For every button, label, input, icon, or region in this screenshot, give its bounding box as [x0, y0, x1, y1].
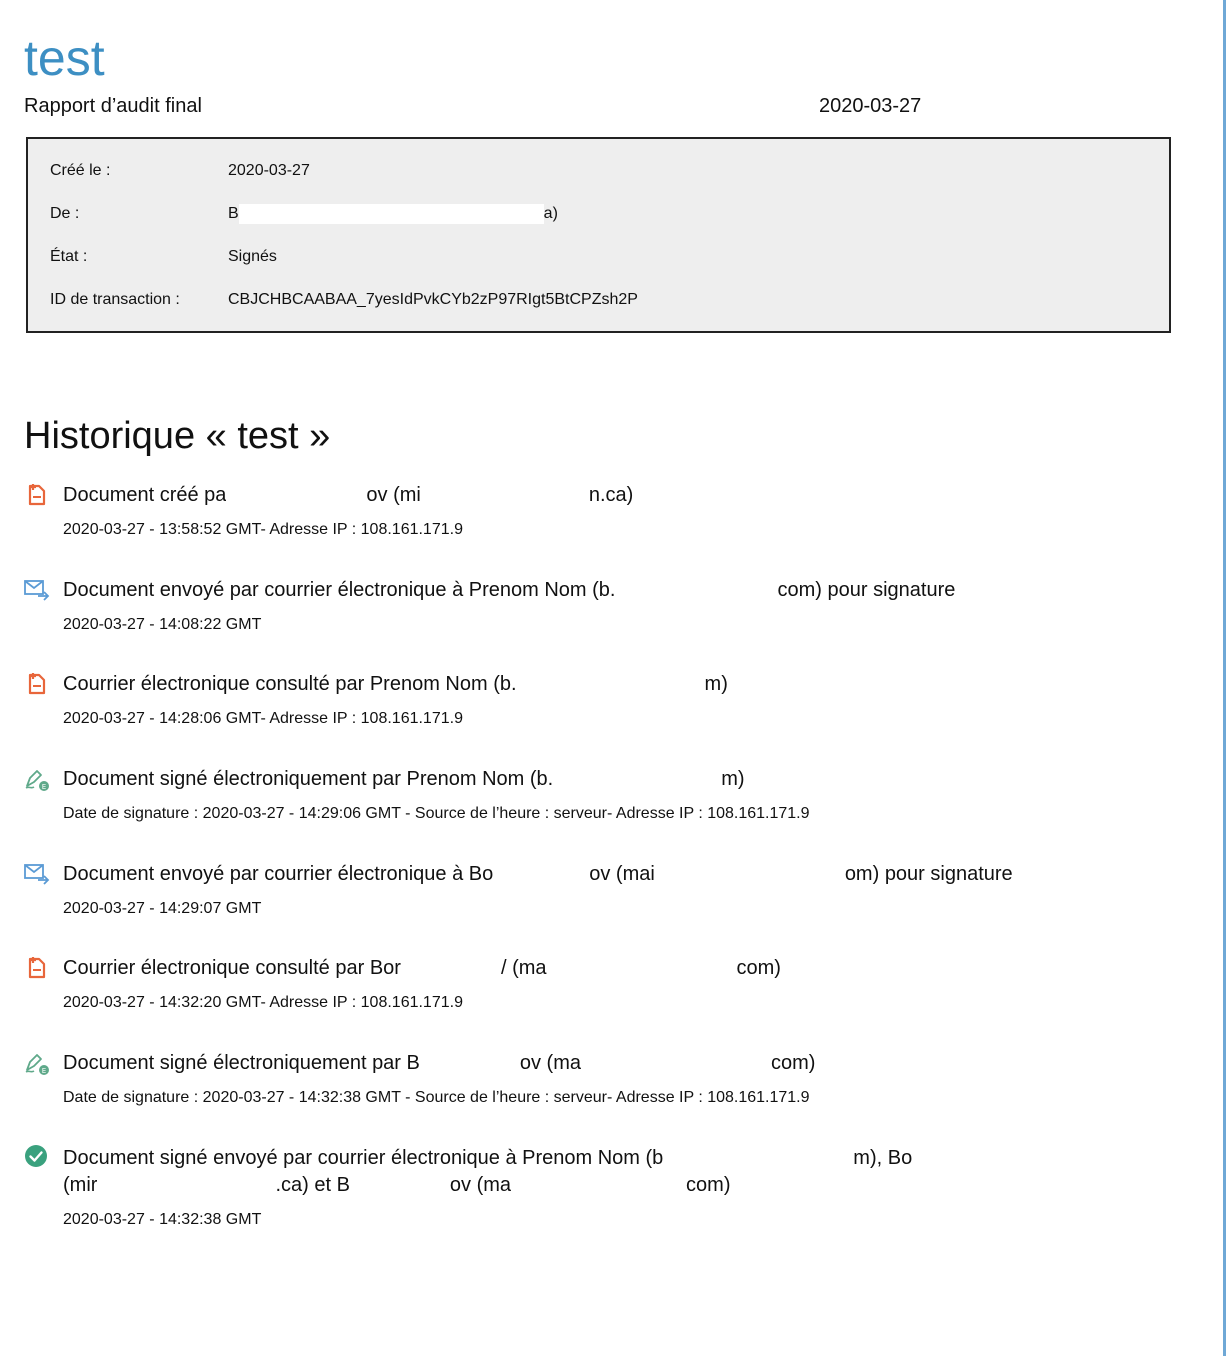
from-value	[228, 204, 558, 224]
email-viewed-icon	[24, 671, 50, 697]
from-value-start: B	[228, 205, 239, 222]
redaction-block	[511, 1172, 686, 1198]
event-timestamp: 2020-03-27 - 14:28:06 GMT- Adresse IP : 108.161.171.9	[63, 710, 463, 727]
redaction-block	[493, 861, 589, 887]
event-description: Document signé électroniquement par B ov (ma com)	[63, 1052, 816, 1074]
email-viewed-icon	[24, 955, 50, 981]
history-title: Historique « test »	[24, 415, 331, 457]
event-timestamp: Date de signature : 2020-03-27 - 14:29:06 GMT - Source de l’heure : serveur- Adresse IP : 108.161.171.9	[63, 805, 810, 822]
svg-text:E: E	[41, 783, 47, 791]
redaction-block	[517, 671, 705, 697]
event-description-continued: (mir .ca) et B ov (ma com)	[63, 1174, 731, 1196]
signature-icon	[24, 1050, 50, 1076]
signature-icon	[24, 766, 50, 792]
event-description: Document signé envoyé par courrier électronique à Prenom Nom (b m), Bo	[63, 1147, 913, 1169]
email-sent-icon	[24, 577, 50, 603]
created-label: Créé le :	[50, 162, 111, 179]
document-created-icon	[24, 482, 50, 508]
redaction-block	[350, 1172, 450, 1198]
event-timestamp: 2020-03-27 - 14:32:20 GMT- Adresse IP : 108.161.171.9	[63, 994, 463, 1011]
redaction-block	[553, 766, 721, 792]
transaction-value: CBJCHBCAABAA_7yesIdPvkCYb2zP97RIgt5BtCPZsh2P	[228, 291, 638, 308]
check-circle-icon	[24, 1145, 50, 1171]
from-value-end: a)	[543, 205, 558, 222]
status-label: État :	[50, 248, 88, 265]
event-timestamp: 2020-03-27 - 14:29:07 GMT	[63, 900, 262, 917]
event-timestamp: 2020-03-27 - 13:58:52 GMT- Adresse IP : 108.161.171.9	[63, 521, 463, 538]
event-timestamp: 2020-03-27 - 14:32:38 GMT	[63, 1211, 262, 1228]
redaction-block	[401, 955, 501, 981]
redaction-block	[581, 1050, 771, 1076]
status-value: Signés	[228, 248, 277, 265]
event-description: Courrier électronique consulté par Bor / (ma com)	[63, 957, 781, 979]
redaction-block	[420, 1050, 520, 1076]
redaction-block	[663, 1145, 853, 1171]
event-description: Courrier électronique consulté par Prenom Nom (b. m)	[63, 673, 728, 695]
redaction-block	[655, 861, 845, 887]
event-timestamp: Date de signature : 2020-03-27 - 14:32:38 GMT - Source de l’heure : serveur- Adresse IP : 108.161.171.9	[63, 1089, 810, 1106]
report-subtitle: Rapport d’audit final	[24, 95, 202, 117]
created-value: 2020-03-27	[228, 162, 310, 179]
transaction-label: ID de transaction :	[50, 291, 180, 308]
event-timestamp: 2020-03-27 - 14:08:22 GMT	[63, 616, 262, 633]
event-description: Document créé pa ov (mi n.ca)	[63, 484, 634, 506]
event-description: Document signé électroniquement par Prenom Nom (b. m)	[63, 768, 745, 790]
event-description: Document envoyé par courrier électronique à Prenom Nom (b. com) pour signature	[63, 579, 956, 601]
from-label: De :	[50, 205, 80, 222]
redaction-block	[421, 482, 589, 508]
report-date: 2020-03-27	[819, 95, 922, 117]
redaction-block	[615, 577, 777, 603]
redaction-block	[97, 1172, 275, 1198]
document-title: test	[24, 30, 105, 86]
redaction-block	[547, 955, 737, 981]
email-sent-icon	[24, 861, 50, 887]
transaction-info-box	[26, 137, 1171, 333]
event-description: Document envoyé par courrier électronique à Bo ov (mai om) pour signature	[63, 863, 1013, 885]
svg-text:E: E	[41, 1067, 47, 1075]
redaction-block	[239, 204, 544, 224]
redaction-block	[226, 482, 366, 508]
